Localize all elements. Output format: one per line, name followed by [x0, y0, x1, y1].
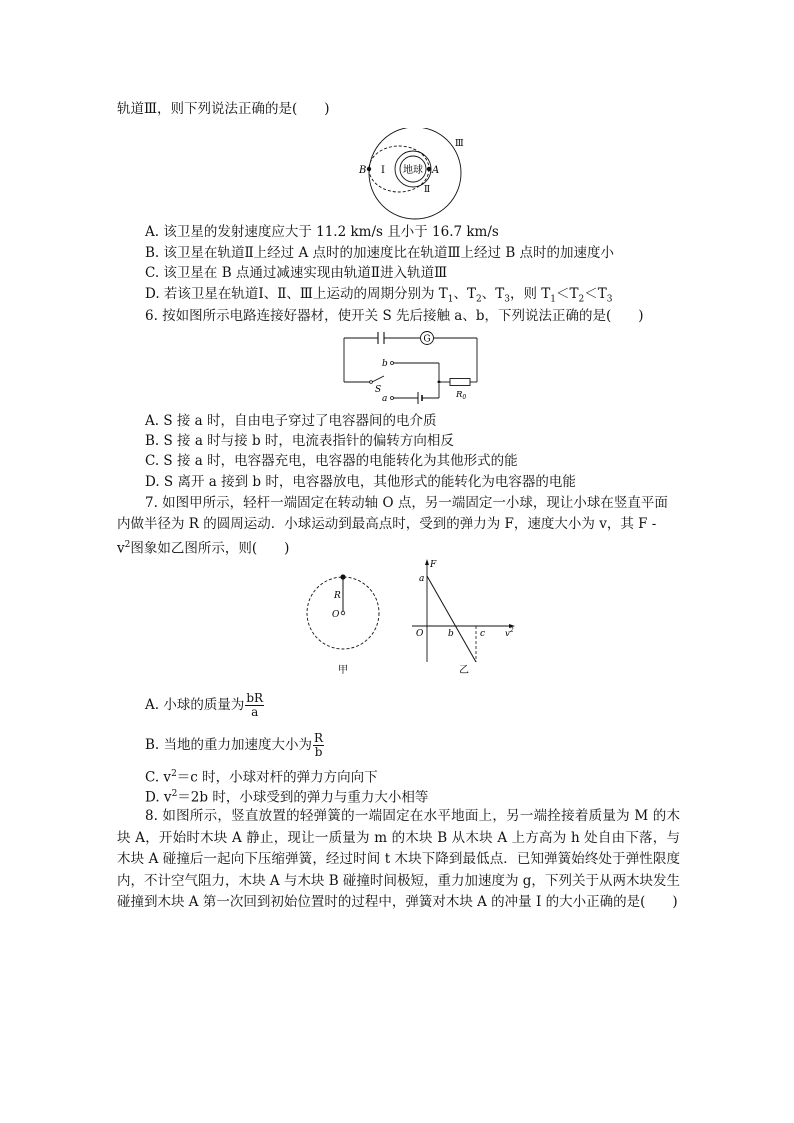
q5-option-d: D. 若该卫星在轨道Ⅰ、Ⅱ、Ⅲ上运动的周期分别为 $T_1$、$T_2$、$T_3$，则 $T_1<T_2<T_3$	[145, 286, 613, 305]
q6-option-d: D. S 离开 a 接到 b 时，电容器放电，其他形式的能转化为电容器的电能	[145, 474, 576, 490]
a-label: a	[419, 574, 425, 584]
q6-option-a: A. S 接 a 时，自由电子穿过了电容器间的电介质	[145, 413, 437, 429]
origin-label: O	[332, 610, 340, 620]
orbit-3-label: Ⅲ	[455, 139, 464, 149]
point-a-dot	[427, 167, 431, 171]
q5-option-c: C. 该卫星在 B 点通过减速实现由轨道Ⅱ进入轨道Ⅲ	[145, 265, 448, 281]
q6-circuit-figure	[340, 328, 485, 404]
b-label: b	[448, 629, 454, 639]
q7-stem-line2: 内做半径为 R 的圆周运动．小球运动到最高点时，受到的弹力为 F，速度大小为 v，其 F -	[117, 516, 657, 532]
v2-axis-label: $v^2$	[505, 627, 514, 639]
resistor-r0	[450, 379, 470, 386]
gravity-fraction: $\frac{R}{b}$	[314, 731, 324, 759]
origin-label: O	[416, 629, 424, 639]
q7-stem-line1: 7. 如图甲所示，轻杆一端固定在转动轴 O 点，另一端固定一小球，现让小球在竖直平面	[145, 495, 668, 511]
q7-figure-yi	[408, 556, 520, 678]
ball	[340, 574, 345, 579]
q6-option-b: B. S 接 a 时与接 b 时，电流表指针的偏转方向相反	[145, 433, 454, 449]
radius-label: R	[334, 591, 341, 601]
caption-jia: 甲	[338, 665, 348, 676]
q7-option-a: A. 小球的质量为 $\frac{bR}{a}$	[145, 691, 264, 719]
q5-option-a: A. 该卫星的发射速度应大于 11.2 km/s 且小于 16.7 km/s	[145, 224, 499, 240]
earth-label: 地球	[403, 165, 423, 176]
q5-orbit-figure	[355, 128, 475, 220]
axis-o	[341, 611, 345, 615]
q5-stem-tail: 轨道Ⅲ，则下列说法正确的是( )	[117, 101, 330, 117]
mass-fraction: $\frac{bR}{a}$	[246, 691, 264, 719]
point-b-dot	[367, 167, 371, 171]
f-axis-label: F	[430, 560, 437, 570]
q7-figure-jia	[300, 570, 390, 678]
c-label: c	[480, 629, 486, 639]
switch-label: S	[375, 385, 382, 395]
q6-stem: 6. 按如图所示电路连接好器材，使开关 S 先后接触 a、b，下列说法正确的是( )	[145, 308, 644, 324]
q7-option-d: D. $v^2=2b$ 时，小球受到的弹力与重力大小相等	[145, 789, 429, 806]
contact-b-label: b	[382, 359, 388, 369]
switch-blade	[372, 376, 384, 382]
q8-stem: 8. 如图所示，竖直放置的轻弹簧的一端固定在水平地面上，另一端拴接着质量为 M 的木块 A，开始时木块 A 静止，现让一质量为 m 的木块 B 从木块 A 上方高为 h 处自由下落，与木块 A 碰撞后一起向下压缩弹簧，经过时间 t 木块下降到最低点．已知弹簧始终处于弹性限度内，不计空气阻力，木块 A 与木块 B 碰撞时间极短，重力加速度为 g，下列关于从两木块发生碰撞到木块 A 第一次回到初始位置时的过程中，弹簧对木块 A 的冲量 I 的大小正确的是( )	[117, 808, 680, 910]
f-v2-line	[427, 576, 476, 662]
point-b-label: B	[359, 165, 367, 176]
resistor-label: $R_0$	[456, 390, 467, 401]
orbit-2-label: Ⅱ	[424, 185, 431, 195]
orbit-1-label: Ⅰ	[381, 165, 385, 176]
q7-option-c: C. $v^2=c$ 时，小球对杆的弹力方向向下	[145, 769, 378, 786]
caption-yi: 乙	[459, 665, 469, 676]
galvanometer-label: G	[423, 334, 431, 345]
q5-option-b: B. 该卫星在轨道Ⅱ上经过 A 点时的加速度比在轨道Ⅲ上经过 B 点时的加速度小	[145, 245, 615, 261]
contact-a-label: a	[382, 394, 388, 404]
point-a-label: A	[432, 165, 440, 176]
q7-option-b: B. 当地的重力加速度大小为 $\frac{R}{b}$	[145, 731, 324, 759]
q6-option-c: C. S 接 a 时，电容器充电，电容器的电能转化为其他形式的能	[145, 453, 518, 469]
q7-stem-line3: $v^2$图象如乙图所示，则( )	[117, 540, 290, 557]
